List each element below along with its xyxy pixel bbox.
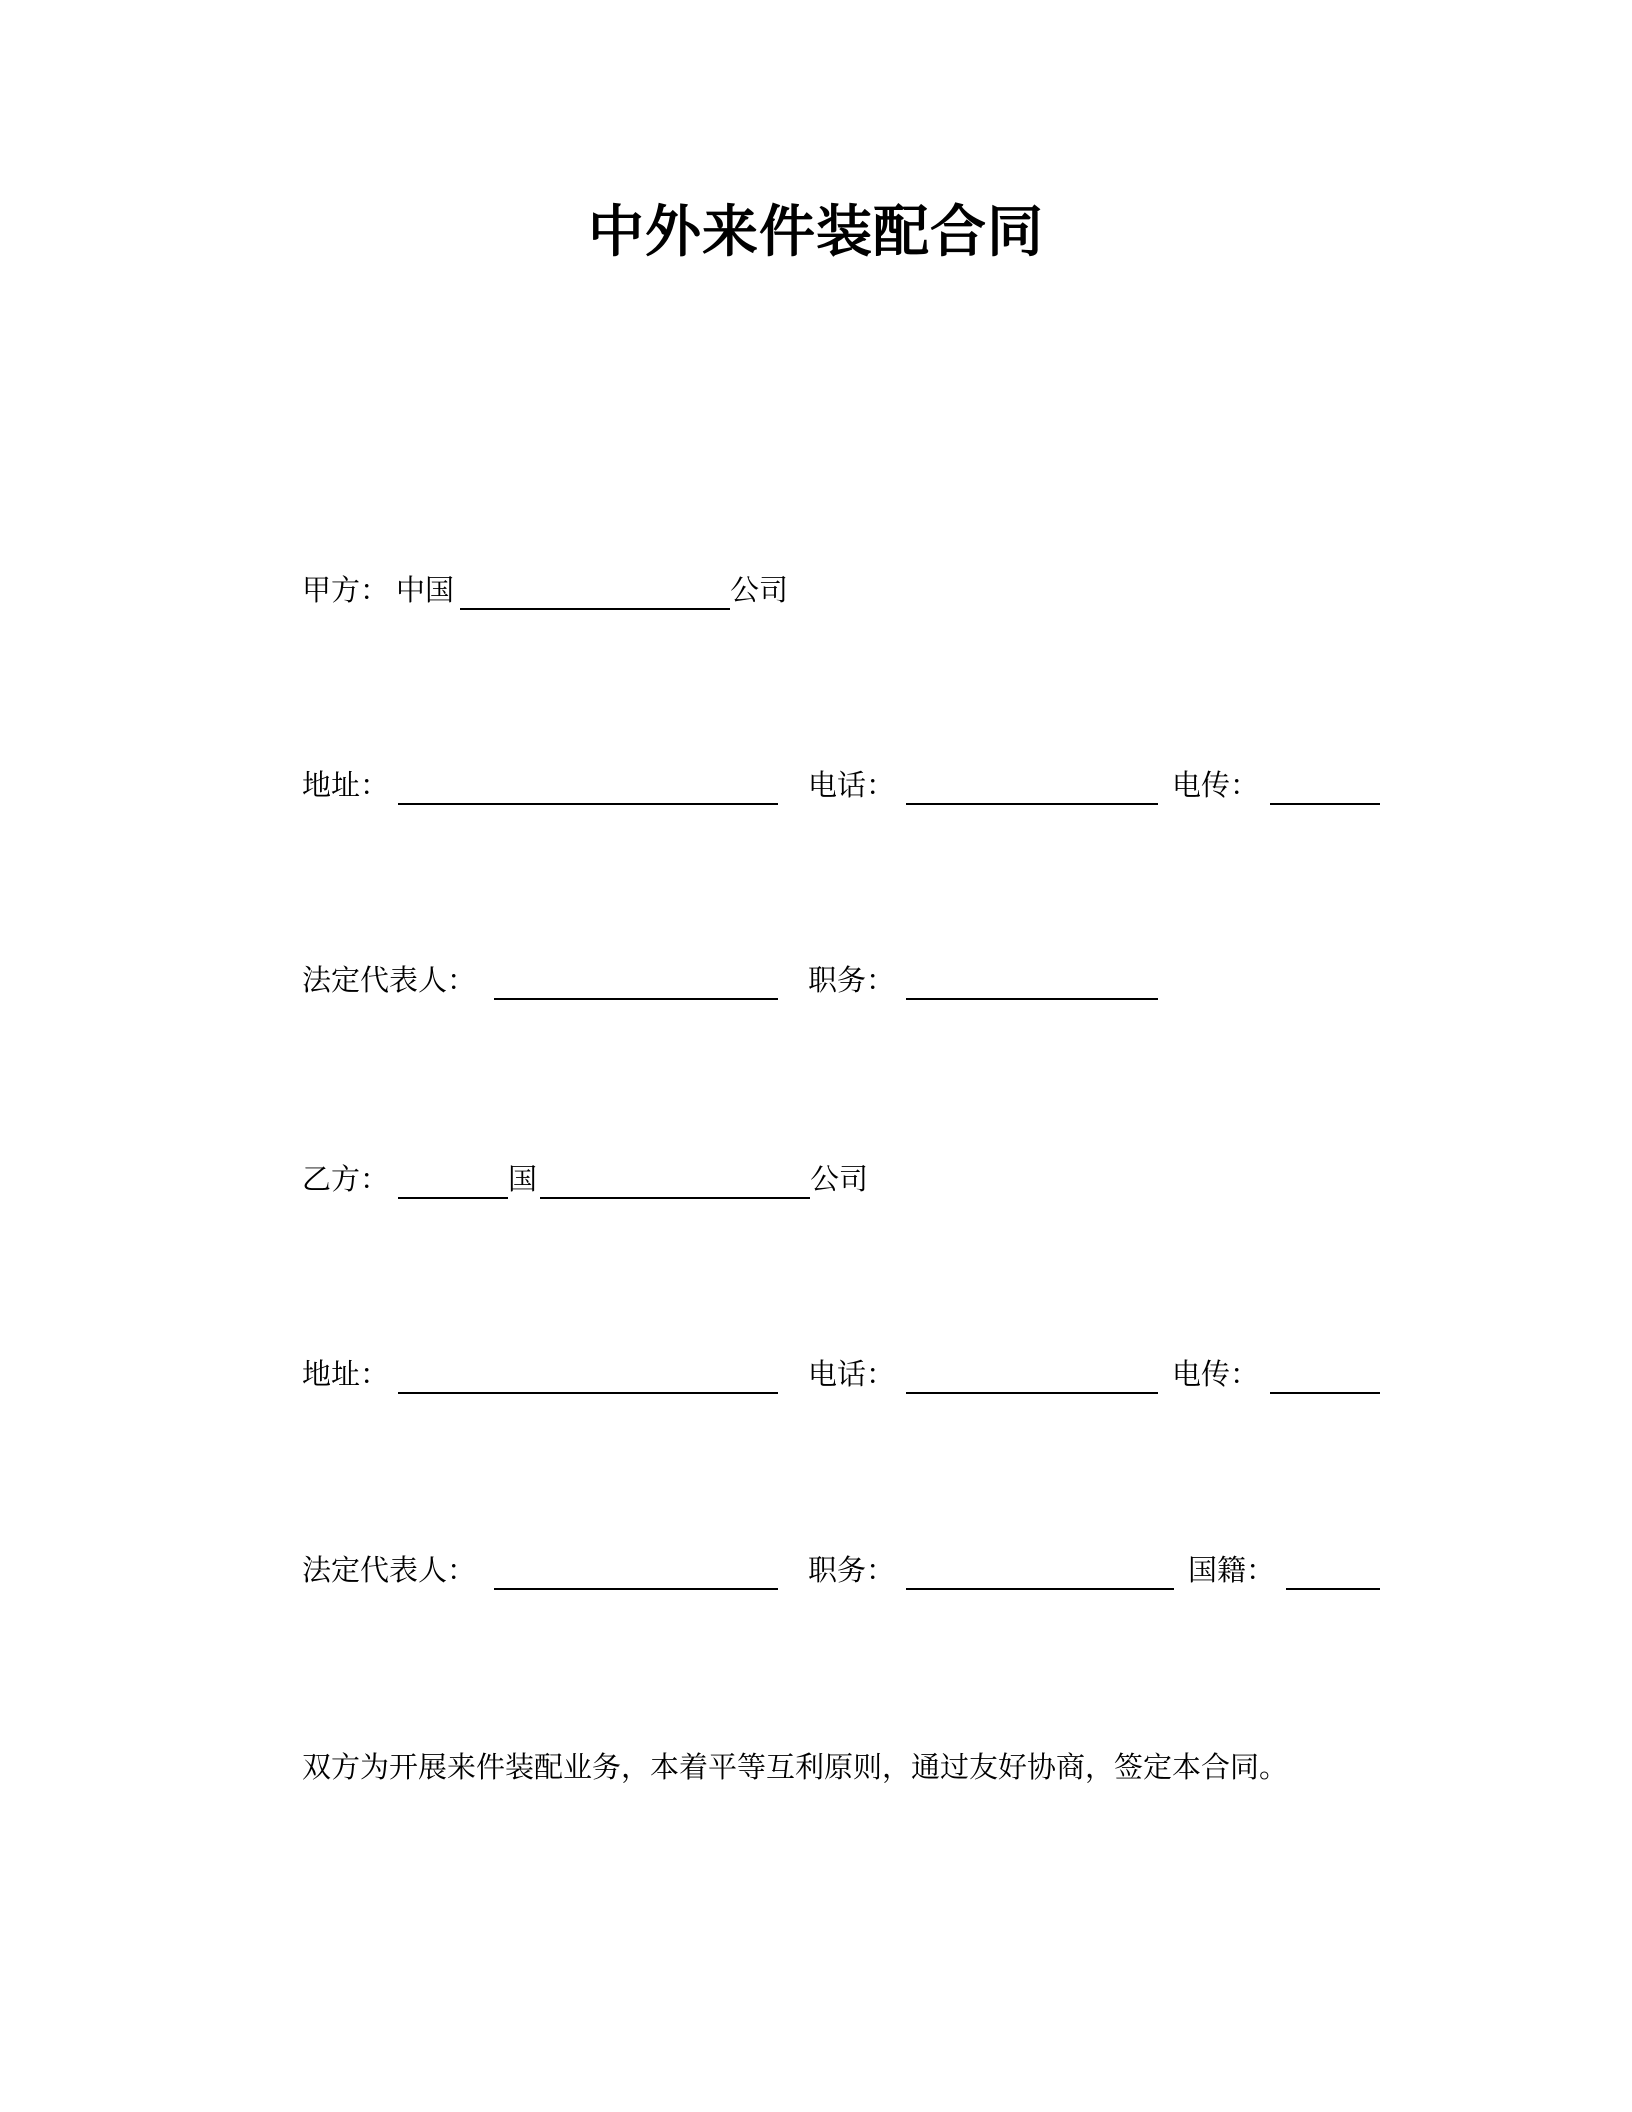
party-a-contact-row — [302, 763, 1382, 807]
party-a-rep-label: 法定代表人： — [302, 963, 477, 997]
party-a-rep-blank[interactable] — [494, 998, 778, 1000]
party-b-label: 乙方： — [302, 1162, 390, 1196]
party-b-country-suffix: 国 — [508, 1162, 538, 1196]
party-b-address-blank[interactable] — [398, 1392, 778, 1394]
party-b-position-label: 职务： — [808, 1553, 896, 1587]
party-a-phone-blank[interactable] — [906, 803, 1158, 805]
party-b-position-blank[interactable] — [906, 1588, 1174, 1590]
party-a-fax-blank[interactable] — [1270, 803, 1380, 805]
party-b-phone-blank[interactable] — [906, 1392, 1158, 1394]
party-b-phone-label: 电话： — [808, 1357, 896, 1391]
party-b-contact-row — [302, 1352, 1382, 1396]
party-b-country-blank[interactable] — [398, 1197, 508, 1199]
party-b-nationality-label: 国籍： — [1188, 1553, 1276, 1587]
party-b-address-label: 地址： — [302, 1357, 390, 1391]
party-a-rep-row — [302, 958, 1382, 1002]
party-a-label: 甲方： — [302, 573, 390, 607]
party-a-phone-label: 电话： — [808, 768, 896, 802]
party-a-company-blank[interactable] — [460, 608, 730, 610]
party-b-fax-blank[interactable] — [1270, 1392, 1380, 1394]
party-a-name-row — [302, 568, 902, 612]
document-title: 中外来件装配合同 — [588, 200, 1044, 265]
party-b-company-blank[interactable] — [540, 1197, 810, 1199]
party-b-nationality-blank[interactable] — [1286, 1588, 1380, 1590]
party-b-rep-label: 法定代表人： — [302, 1553, 477, 1587]
party-a-address-blank[interactable] — [398, 803, 778, 805]
party-a-name-prefix: 中国 — [396, 573, 455, 607]
preamble-text: 双方为开展来件装配业务，本着平等互利原则，通过友好协商，签定本合同。 — [302, 1750, 1289, 1784]
party-b-name-row — [302, 1157, 902, 1201]
party-b-fax-label: 电传： — [1172, 1357, 1260, 1391]
party-a-position-blank[interactable] — [906, 998, 1158, 1000]
party-a-position-label: 职务： — [808, 963, 896, 997]
party-b-name-suffix: 公司 — [810, 1162, 869, 1196]
party-a-address-label: 地址： — [302, 768, 390, 802]
party-a-name-suffix: 公司 — [730, 573, 789, 607]
party-b-rep-blank[interactable] — [494, 1588, 778, 1590]
party-b-rep-row — [302, 1548, 1382, 1592]
party-a-fax-label: 电传： — [1172, 768, 1260, 802]
